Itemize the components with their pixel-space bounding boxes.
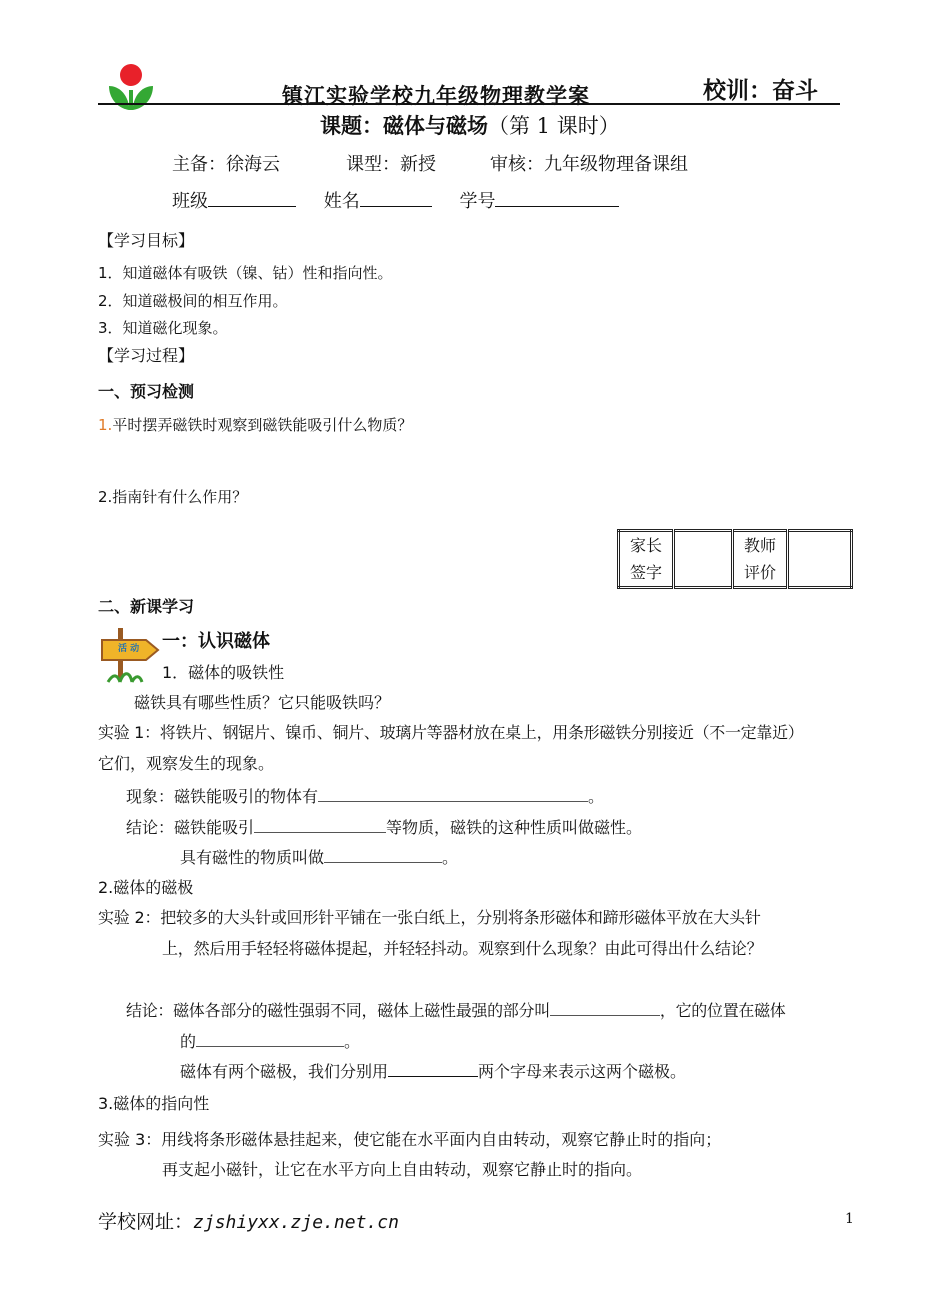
signature-table bbox=[617, 529, 853, 589]
website-label: 学校网址： bbox=[98, 1211, 194, 1233]
reviewer: 审核：九年级物理备课组 bbox=[490, 154, 688, 175]
punct: 。 bbox=[588, 787, 605, 806]
experiment-2-line-2: 上，然后用手轻轻将磁体提起，并轻轻抖动。观察到什么现象？由此可得出什么结论？ bbox=[162, 939, 763, 958]
class-field[interactable] bbox=[208, 190, 296, 207]
sub-section-heading: 一：认识磁体 bbox=[162, 631, 270, 652]
label-line: 家长 bbox=[629, 536, 662, 555]
name-field[interactable] bbox=[360, 190, 432, 207]
lesson-period: （第 1 课时） bbox=[488, 114, 620, 138]
footer-website bbox=[98, 1207, 399, 1234]
preview-question-2: 2.指南针有什么作用？ bbox=[98, 488, 248, 506]
preparer: 主备：徐海云 bbox=[172, 154, 280, 175]
conclusion-text: 等物质，磁铁的这种性质叫做磁性。 bbox=[386, 818, 643, 837]
magnet-term-blank[interactable] bbox=[324, 846, 442, 863]
section-3-title: 3.磁体的指向性 bbox=[98, 1094, 210, 1113]
lesson-type: 课型：新授 bbox=[346, 154, 436, 175]
conclusion-2b-line bbox=[180, 1029, 360, 1052]
section-1-title: 1．磁体的吸铁性 bbox=[162, 663, 285, 682]
name-label: 姓名 bbox=[323, 191, 360, 212]
phenomenon-line bbox=[126, 784, 604, 807]
experiment-2-line-1: 实验 2：把较多的大头针或回形针平铺在一张白纸上，分别将条形磁体和蹄形磁体平放在大头针 bbox=[98, 908, 761, 927]
goal-item: 1．知道磁体有吸铁（镍、钴）性和指向性。 bbox=[98, 264, 393, 282]
conclusion-2-line bbox=[126, 998, 786, 1021]
conclusion-text: 具有磁性的物质叫做 bbox=[180, 848, 325, 867]
conclusion-text: 两个字母来表示这两个磁极。 bbox=[478, 1062, 687, 1081]
conclusion-text: ，它的位置在磁体 bbox=[659, 1001, 786, 1020]
question-number: 1. bbox=[98, 416, 113, 434]
id-field[interactable] bbox=[495, 190, 619, 207]
parent-signature-label bbox=[619, 531, 674, 588]
label-line: 教师 bbox=[743, 536, 776, 555]
goals-heading: 【学习目标】 bbox=[98, 231, 195, 250]
experiment-1-line-1: 实验 1：将铁片、钢锯片、镍币、铜片、玻璃片等器材放在桌上，用条形磁铁分别接近（不一定靠近） bbox=[98, 723, 804, 742]
preview-heading: 一、预习检测 bbox=[98, 382, 195, 401]
school-title: 镇江实验学校九年级物理教学案 bbox=[282, 84, 590, 108]
conclusion-1-line bbox=[126, 815, 642, 838]
experiment-3-line-2: 再支起小磁针，让它在水平方向上自由转动，观察它静止时的指向。 bbox=[162, 1160, 643, 1179]
pole-name-blank[interactable] bbox=[550, 999, 660, 1016]
conclusion-text: 结论：磁体各部分的磁性强弱不同，磁体上磁性最强的部分叫 bbox=[126, 1001, 550, 1020]
activity-sign-icon bbox=[100, 626, 164, 686]
attract-blank[interactable] bbox=[254, 816, 386, 833]
experiment-1-line-2: 它们，观察发生的现象。 bbox=[98, 754, 275, 773]
conclusion-1b-line bbox=[180, 845, 458, 868]
question-text: 平时摆弄磁铁时观察到磁铁能吸引什么物质？ bbox=[112, 416, 413, 434]
conclusion-text: 的 bbox=[180, 1032, 197, 1051]
section-2-title: 2.磁体的磁极 bbox=[98, 878, 194, 897]
lesson-title-main: 课题：磁体与磁场 bbox=[320, 114, 488, 138]
label-line: 签字 bbox=[629, 563, 662, 582]
conclusion-2c-line bbox=[180, 1059, 686, 1082]
label-line: 评价 bbox=[743, 563, 776, 582]
preview-question-1 bbox=[98, 414, 412, 435]
experiment-3-line-1: 实验 3：用线将条形磁体悬挂起来，使它能在水平面内自由转动，观察它静止时的指向； bbox=[98, 1130, 722, 1149]
section-1-question: 磁铁具有哪些性质？它只能吸铁吗？ bbox=[134, 693, 391, 712]
process-heading: 【学习过程】 bbox=[98, 346, 195, 365]
parent-signature-box[interactable] bbox=[674, 531, 733, 588]
website-url[interactable]: zjshiyxx.zje.net.cn bbox=[193, 1212, 399, 1233]
punct: 。 bbox=[442, 848, 459, 867]
goal-item: 2．知道磁极间的相互作用。 bbox=[98, 292, 288, 310]
punct: 。 bbox=[344, 1032, 361, 1051]
phenomenon-label: 现象：磁铁能吸引的物体有 bbox=[126, 787, 319, 806]
pole-position-blank[interactable] bbox=[196, 1030, 344, 1047]
page-number: 1 bbox=[845, 1211, 854, 1227]
header-rule bbox=[98, 103, 840, 105]
phenomenon-blank[interactable] bbox=[318, 785, 588, 802]
lesson-title bbox=[320, 110, 620, 140]
teacher-evaluation-label bbox=[733, 531, 788, 588]
activity-sign-text: 活 动 bbox=[118, 644, 140, 654]
id-label: 学号 bbox=[459, 191, 496, 212]
school-logo bbox=[105, 62, 157, 114]
new-lesson-heading: 二、新课学习 bbox=[98, 597, 195, 616]
teacher-evaluation-box[interactable] bbox=[788, 531, 852, 588]
goal-item: 3．知道磁化现象。 bbox=[98, 319, 228, 337]
conclusion-label: 结论：磁铁能吸引 bbox=[126, 818, 255, 837]
pole-letters-blank[interactable] bbox=[388, 1060, 478, 1077]
school-motto: 校训：奋斗 bbox=[703, 78, 818, 104]
conclusion-text: 磁体有两个磁极，我们分别用 bbox=[180, 1062, 389, 1081]
class-label: 班级 bbox=[172, 191, 208, 212]
student-info-row bbox=[172, 187, 619, 213]
